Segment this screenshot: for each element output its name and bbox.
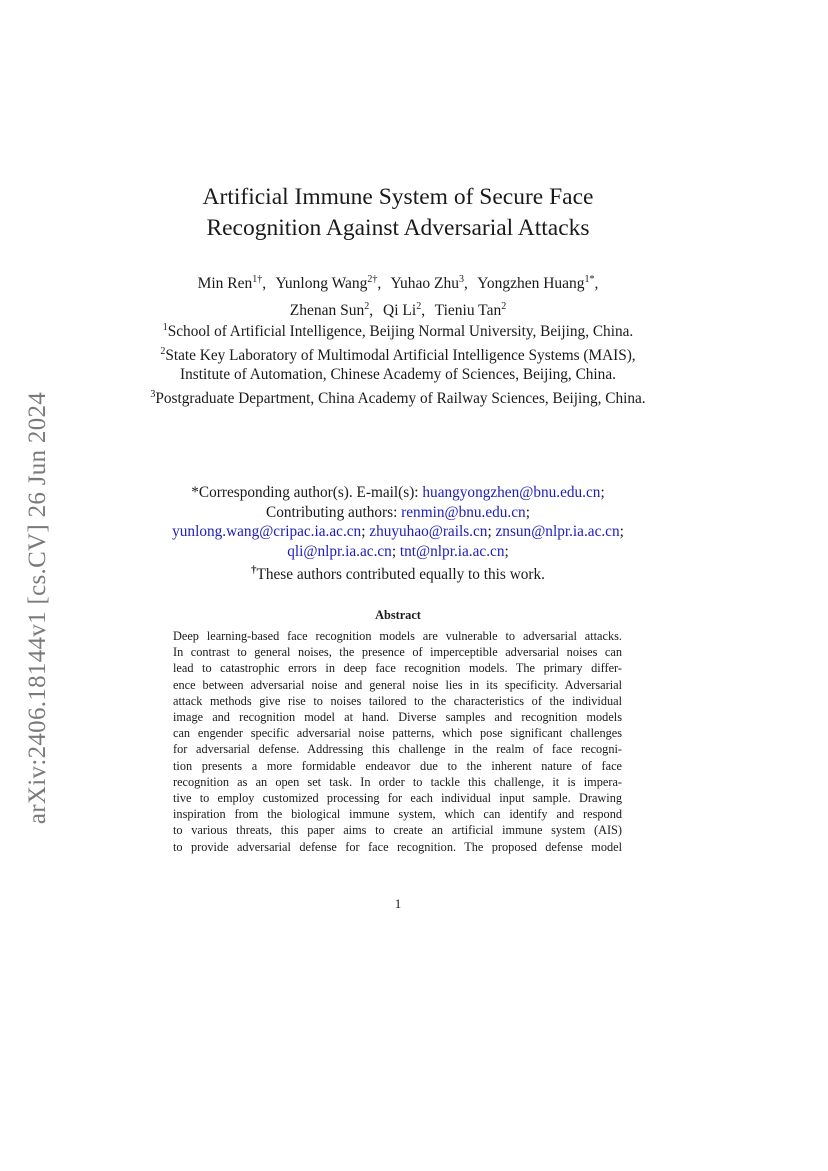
abstract-line: can engender specific adversarial noise patterns, which pose significant challenges	[173, 726, 622, 741]
author: Qi Li$^2$	[383, 301, 422, 320]
corresponding-author-line: *Corresponding author(s). E-mail(s): huangyongzhen@bnu.edu.cn;	[191, 484, 605, 501]
author: Min Ren$^{1\dagger}$	[197, 274, 263, 293]
author-line-2: Zhenan Sun$^2$, Qi Li$^2$, Tieniu Tan$^2$	[289, 301, 507, 320]
email-link[interactable]: qli@nlpr.ia.ac.cn	[287, 542, 392, 560]
equal-contribution-note: †These authors contributed equally to this work.	[251, 564, 545, 584]
affiliations	[150, 318, 646, 408]
author-line-1: Min Ren$^{1\dagger}$, Yunlong Wang$^{2\dagger}$, Yuhao Zhu$^3$, Yongzhen Huang$^{1*}$,	[197, 274, 599, 293]
abstract-body	[173, 628, 622, 855]
email-link[interactable]: tnt@nlpr.ia.ac.cn	[399, 542, 505, 560]
contact-info	[0, 483, 796, 585]
abstract-line: to various threats, this paper aims to create an artificial immune system (AIS)	[173, 823, 622, 838]
author: Yunlong Wang$^{2\dagger}$	[275, 274, 378, 293]
abstract-line: ence between adversarial noise and general noise lies in its specificity. Adversarial	[173, 677, 622, 692]
paper-title	[0, 182, 796, 244]
email-link[interactable]: znsun@nlpr.ia.ac.cn	[495, 523, 620, 540]
email-link[interactable]: yunlong.wang@cripac.ia.ac.cn	[172, 523, 362, 540]
email-link[interactable]: huangyongzhen@bnu.edu.cn	[422, 484, 601, 501]
author-list	[0, 268, 796, 322]
abstract-line: image and recognition model at hand. Diverse samples and recognition models	[173, 710, 622, 725]
email-line-3: yunlong.wang@cripac.ia.ac.cn; zhuyuhao@rails.cn; znsun@nlpr.ia.ac.cn;	[172, 523, 624, 540]
email-link[interactable]: zhuyuhao@rails.cn	[369, 523, 488, 540]
author: Yongzhen Huang$^{1*}$	[477, 274, 595, 293]
arxiv-id: arXiv:2406.18144v1 [cs.CV] 26 Jun 2024	[24, 391, 52, 825]
affiliation-2: $^2$State Key Laboratory of Multimodal Artificial Intelligence Systems (MAIS), Institute of Automation, Chinese Academy of Sciences, Beijing, China.	[160, 345, 636, 384]
contributing-authors-line: Contributing authors: renmin@bnu.edu.cn;	[266, 503, 530, 521]
abstract-line: for adversarial defense. Addressing this challenge in the realm of face recogni-	[173, 742, 622, 757]
abstract-line: attack methods give rise to noises tailored to the characteristics of the individual	[173, 693, 622, 708]
affiliation-1: $^1$School of Artificial Intelligence, Beijing Normal University, Beijing, China.	[162, 322, 634, 341]
author: Zhenan Sun$^2$	[289, 301, 370, 320]
abstract-line: Deep learning-based face recognition models are vulnerable to adversarial attacks.	[173, 629, 622, 643]
abstract-line: In contrast to general noises, the presence of imperceptible adversarial noises can	[173, 645, 622, 660]
abstract-line: inspiration from the biological immune system, which can identify and respond	[173, 807, 622, 822]
abstract-line: tive to employ customized processing for each individual input sample. Drawing	[173, 791, 622, 806]
abstract-line: recognition as an open set task. In order to tackle this challenge, it is impera-	[173, 774, 622, 789]
title-line-1: Artificial Immune System of Secure Face	[202, 184, 594, 210]
title-line-2: Recognition Against Adversarial Attacks	[206, 215, 590, 241]
author: Tieniu Tan$^2$	[434, 301, 507, 320]
email-line-4: qli@nlpr.ia.ac.cn; tnt@nlpr.ia.ac.cn;	[287, 542, 509, 560]
abstract-heading: Abstract	[375, 608, 421, 622]
author: Yuhao Zhu$^3$	[390, 274, 464, 293]
abstract-line: tion presents a more formidable endeavor due to the inherent nature of face	[173, 758, 622, 773]
page-number: 1	[394, 896, 402, 911]
email-link[interactable]: renmin@bnu.edu.cn	[401, 503, 526, 521]
affiliation-3: $^3$Postgraduate Department, China Academy of Railway Sciences, Beijing, China.	[150, 388, 646, 407]
abstract-line: to provide adversarial defense for face recognition. The proposed defense model	[173, 839, 622, 854]
abstract-line: lead to catastrophic errors in deep face recognition models. The primary differ-	[173, 661, 622, 676]
